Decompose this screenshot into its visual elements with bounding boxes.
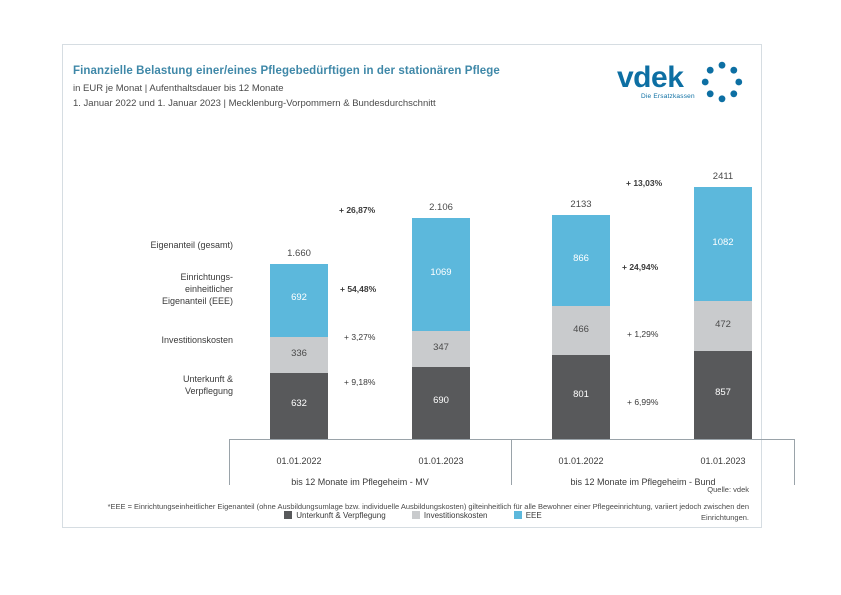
- bar-segment-invest: [552, 306, 610, 355]
- legend-label-uv: Unterkunft & Verpflegung: [296, 511, 386, 520]
- bar-segment-uv-value: 690: [433, 395, 449, 406]
- bar-segment-uv: [270, 373, 328, 439]
- bar-segment-invest-value: 336: [291, 348, 307, 359]
- bar-segment-eee-value: 1082: [712, 237, 734, 248]
- row-label-eee: Einrichtungs- einheitlicher Eigenanteil (EEE): [161, 272, 233, 306]
- bar-segment-uv: [552, 355, 610, 439]
- bar-segment-invest-value: 472: [715, 319, 731, 330]
- bar-segment-eee: [552, 215, 610, 306]
- bar-bund-2023[interactable]: [694, 171, 752, 439]
- bar-segment-eee: [412, 218, 470, 331]
- bar-segment-eee-value: 1069: [430, 267, 452, 278]
- tick-label-mv-2022: 01.01.2022: [276, 456, 322, 466]
- axis-tick-mid: [511, 439, 512, 485]
- bar-segment-eee: [694, 187, 752, 301]
- bar-bund-2022[interactable]: [552, 199, 610, 439]
- source-note: Quelle: vdek: [707, 485, 749, 494]
- bar-total-label: 2133: [570, 199, 592, 210]
- delta-bund-invest: + 1,29%: [627, 329, 659, 339]
- chart-card: [62, 44, 762, 528]
- subtitle-units: in EUR je Monat | Aufenthaltsdauer bis 12 Monate: [73, 83, 284, 94]
- delta-bund-uv: + 6,99%: [627, 397, 659, 407]
- group-label-bund: bis 12 Monate im Pflegeheim - Bund: [570, 477, 716, 487]
- bar-segment-invest: [412, 331, 470, 367]
- logo-wordmark: vdek: [617, 61, 684, 94]
- bar-segment-eee-value: 866: [573, 253, 589, 264]
- row-label-investitionskosten: Investitionskosten: [161, 335, 233, 345]
- bar-segment-uv-value: 632: [291, 398, 307, 409]
- bar-mv-2022[interactable]: [270, 248, 328, 439]
- bar-total-label: 2411: [712, 171, 734, 182]
- bar-segment-uv: [694, 351, 752, 439]
- delta-mv-eee: + 54,48%: [340, 284, 377, 294]
- delta-mv-total: + 26,87%: [339, 205, 376, 215]
- footnote: *EEE = Einrichtungseinheitlicher Eigenanteil (ohne Ausbildungsumlage bzw. individuelle Ausbildungskosten) gilteinheitlich für alle Bewohner einer Pflegeeinrichtung, variiert jedoch zwischen den Einrichtungen.: [107, 502, 749, 522]
- bar-segment-uv: [412, 367, 470, 439]
- delta-bund-eee: + 24,94%: [622, 262, 659, 272]
- subtitle-scope: 1. Januar 2022 und 1. Januar 2023 | Mecklenburg-Vorpommern & Bundesdurchschnitt: [73, 98, 436, 109]
- delta-mv-uv: + 9,18%: [344, 377, 376, 387]
- bar-segment-invest: [270, 337, 328, 373]
- delta-mv-invest: + 3,27%: [344, 332, 376, 342]
- chart-plot-area: [63, 45, 763, 529]
- delta-bund-total: + 13,03%: [626, 178, 663, 188]
- bar-segment-invest-value: 466: [573, 324, 589, 335]
- row-label-unterkunft: Unterkunft & Verpflegung: [182, 374, 233, 396]
- bar-segment-uv-value: 801: [573, 389, 589, 400]
- bar-segment-uv-value: 857: [715, 387, 731, 398]
- page-title: Finanzielle Belastung einer/eines Pflegebedürftigen in der stationären Pflege: [73, 65, 500, 77]
- bar-segment-eee-value: 692: [291, 292, 307, 303]
- bar-segment-invest-value: 347: [433, 342, 449, 353]
- tick-label-mv-2023: 01.01.2023: [418, 456, 464, 466]
- bar-total-label: 2.106: [429, 202, 453, 213]
- bar-segment-eee: [270, 264, 328, 337]
- bar-mv-2023[interactable]: [412, 202, 470, 439]
- bar-total-label: 1.660: [287, 248, 311, 259]
- bar-segment-invest: [694, 301, 752, 351]
- legend-label-eee: EEE: [525, 511, 542, 520]
- legend-label-invest: Investitionskosten: [423, 511, 488, 520]
- axis-tick-right: [794, 439, 795, 485]
- group-label-mv: bis 12 Monate im Pflegeheim - MV: [291, 477, 429, 487]
- logo-tagline: Die Ersatzkassen: [641, 93, 695, 100]
- tick-label-bund-2022: 01.01.2022: [558, 456, 604, 466]
- tick-label-bund-2023: 01.01.2023: [700, 456, 746, 466]
- row-label-eigenanteil: Eigenanteil (gesamt): [150, 240, 233, 250]
